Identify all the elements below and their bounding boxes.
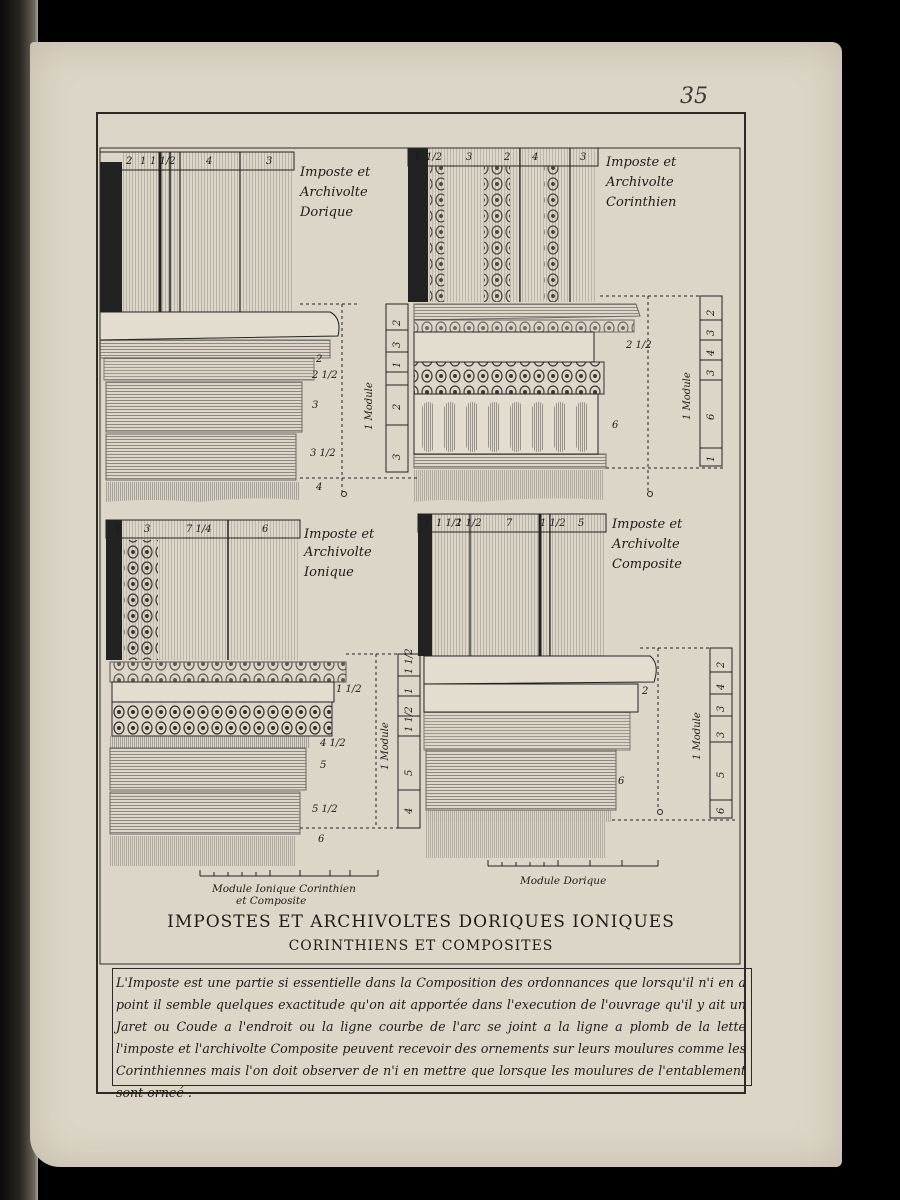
svg-text:1 1/2: 1 1/2 <box>150 156 176 167</box>
svg-text:3: 3 <box>144 524 151 535</box>
plate-title-line-1: IMPOSTES ET ARCHIVOLTES DORIQUES IONIQUES <box>167 912 675 932</box>
svg-text:5: 5 <box>404 769 415 776</box>
svg-text:2: 2 <box>392 403 403 410</box>
svg-text:3: 3 <box>580 152 587 163</box>
svg-text:4: 4 <box>206 156 213 167</box>
plate-caption: L'Imposte est une partie si essentielle dans la Composition des ordonnances que lorsqu'il n'i en a point il semble quelques exactitude qu'on ait apportée dans l'execution de l'ouvrage qu'il y ait un Jaret ou Coude a l'endroit ou la ligne courbe de l'arc se joint a la ligne a plomb de la lette l'imposte et l'archivolte Composite peuvent recevoir des ornements sur leurs moulures comme les Corinthiennes mais l'on doit observer de n'i en mettre que lorsque les moulures de l'entablement sont orneé . <box>116 975 746 1100</box>
svg-text:3: 3 <box>392 341 403 348</box>
panel-dorique-right-numbers <box>310 354 338 493</box>
svg-text:3: 3 <box>716 731 727 738</box>
svg-text:6: 6 <box>716 807 727 814</box>
panel-dorique-scale-numbers <box>392 320 403 460</box>
panel-ionique-module-label: 1 Module <box>380 722 391 770</box>
svg-text:6: 6 <box>706 413 717 420</box>
panel-dorique-drawing <box>100 152 420 502</box>
svg-text:1: 1 <box>424 518 431 529</box>
svg-text:2: 2 <box>706 309 717 316</box>
svg-text:1: 1 <box>706 455 717 462</box>
svg-text:1 1/2: 1 1/2 <box>456 518 482 529</box>
panel-corinthien-right-numbers <box>612 340 652 431</box>
svg-text:5: 5 <box>578 518 585 529</box>
svg-text:3: 3 <box>706 369 717 376</box>
svg-text:6: 6 <box>618 776 625 787</box>
svg-text:2: 2 <box>392 319 403 326</box>
svg-text:3: 3 <box>392 453 403 460</box>
scale-ionique-corinthien <box>200 870 378 876</box>
svg-text:4: 4 <box>716 683 727 690</box>
svg-text:1 1/2: 1 1/2 <box>404 648 415 674</box>
svg-text:2: 2 <box>504 152 511 163</box>
panel-composite-module-label: 1 Module <box>692 712 703 760</box>
panel-composite-scale-numbers <box>716 662 727 814</box>
panel-corinthien-label-1: Imposte et <box>606 155 677 170</box>
scale-ionique-label-1: Module Ionique Corinthien <box>212 883 356 895</box>
panel-corinthien-label-3: Corinthien <box>606 195 677 210</box>
svg-text:4: 4 <box>532 152 539 163</box>
svg-text:7: 7 <box>506 518 513 529</box>
svg-text:6: 6 <box>318 834 325 845</box>
svg-text:1 1/2: 1 1/2 <box>540 518 566 529</box>
svg-text:1 1/2: 1 1/2 <box>336 684 362 695</box>
svg-text:7 1/4: 7 1/4 <box>186 524 212 535</box>
svg-text:4 1/2: 4 1/2 <box>320 738 346 749</box>
svg-text:1: 1 <box>404 687 415 694</box>
panel-ionique-drawing <box>106 520 420 866</box>
panel-dorique-label-1: Imposte et <box>300 165 371 180</box>
svg-text:1: 1 <box>114 524 121 535</box>
svg-text:1 1/2: 1 1/2 <box>436 518 462 529</box>
svg-text:3: 3 <box>716 705 727 712</box>
page-number: 35 <box>680 84 708 109</box>
svg-text:5 1/2: 5 1/2 <box>312 804 338 815</box>
svg-text:1 1/2: 1 1/2 <box>404 706 415 732</box>
svg-text:5: 5 <box>320 760 327 771</box>
svg-text:1: 1 <box>414 152 421 163</box>
svg-text:3: 3 <box>466 152 473 163</box>
svg-text:2: 2 <box>642 686 649 697</box>
svg-text:4: 4 <box>316 482 323 493</box>
plate-title-line-2: CORINTHIENS ET COMPOSITES <box>288 938 554 954</box>
panel-ionique-label-2: Archivolte <box>304 545 372 560</box>
scale-ionique-label-2: et Composite <box>236 895 307 907</box>
panel-composite-label-1: Imposte et <box>612 517 683 532</box>
panel-ionique-label-1: Imposte et <box>304 527 375 542</box>
svg-text:4: 4 <box>706 349 717 356</box>
panel-corinthien-label-2: Archivolte <box>606 175 674 190</box>
svg-text:5: 5 <box>716 771 727 778</box>
svg-text:4: 4 <box>404 807 415 814</box>
svg-text:3: 3 <box>266 156 273 167</box>
svg-text:1/2: 1/2 <box>426 152 443 163</box>
svg-text:3: 3 <box>312 400 319 411</box>
svg-text:3: 3 <box>706 329 717 336</box>
panel-composite-label-2: Archivolte <box>612 537 680 552</box>
svg-text:6: 6 <box>612 420 619 431</box>
panel-corinthien-scale-numbers <box>706 310 717 462</box>
svg-text:2: 2 <box>716 661 727 668</box>
panel-ionique-label-3: Ionique <box>304 565 354 580</box>
svg-text:2 1/2: 2 1/2 <box>626 340 652 351</box>
panel-dorique-module-label: 1 Module <box>364 382 375 430</box>
svg-text:1: 1 <box>140 156 147 167</box>
panel-corinthien-module-label: 1 Module <box>682 372 693 420</box>
scale-dorique-label: Module Dorique <box>520 875 607 887</box>
panel-corinthien-drawing <box>408 148 726 502</box>
panel-composite-label-3: Composite <box>612 557 682 572</box>
svg-text:2 1/2: 2 1/2 <box>312 370 338 381</box>
svg-text:2: 2 <box>316 354 323 365</box>
scale-dorique <box>488 860 658 866</box>
panel-composite-drawing <box>418 514 736 858</box>
svg-text:3 1/2: 3 1/2 <box>310 448 336 459</box>
panel-dorique-label-2: Archivolte <box>300 185 368 200</box>
panel-dorique-label-3: Dorique <box>300 205 354 220</box>
svg-text:6: 6 <box>262 524 269 535</box>
svg-text:2: 2 <box>126 156 133 167</box>
svg-text:1: 1 <box>392 361 403 368</box>
